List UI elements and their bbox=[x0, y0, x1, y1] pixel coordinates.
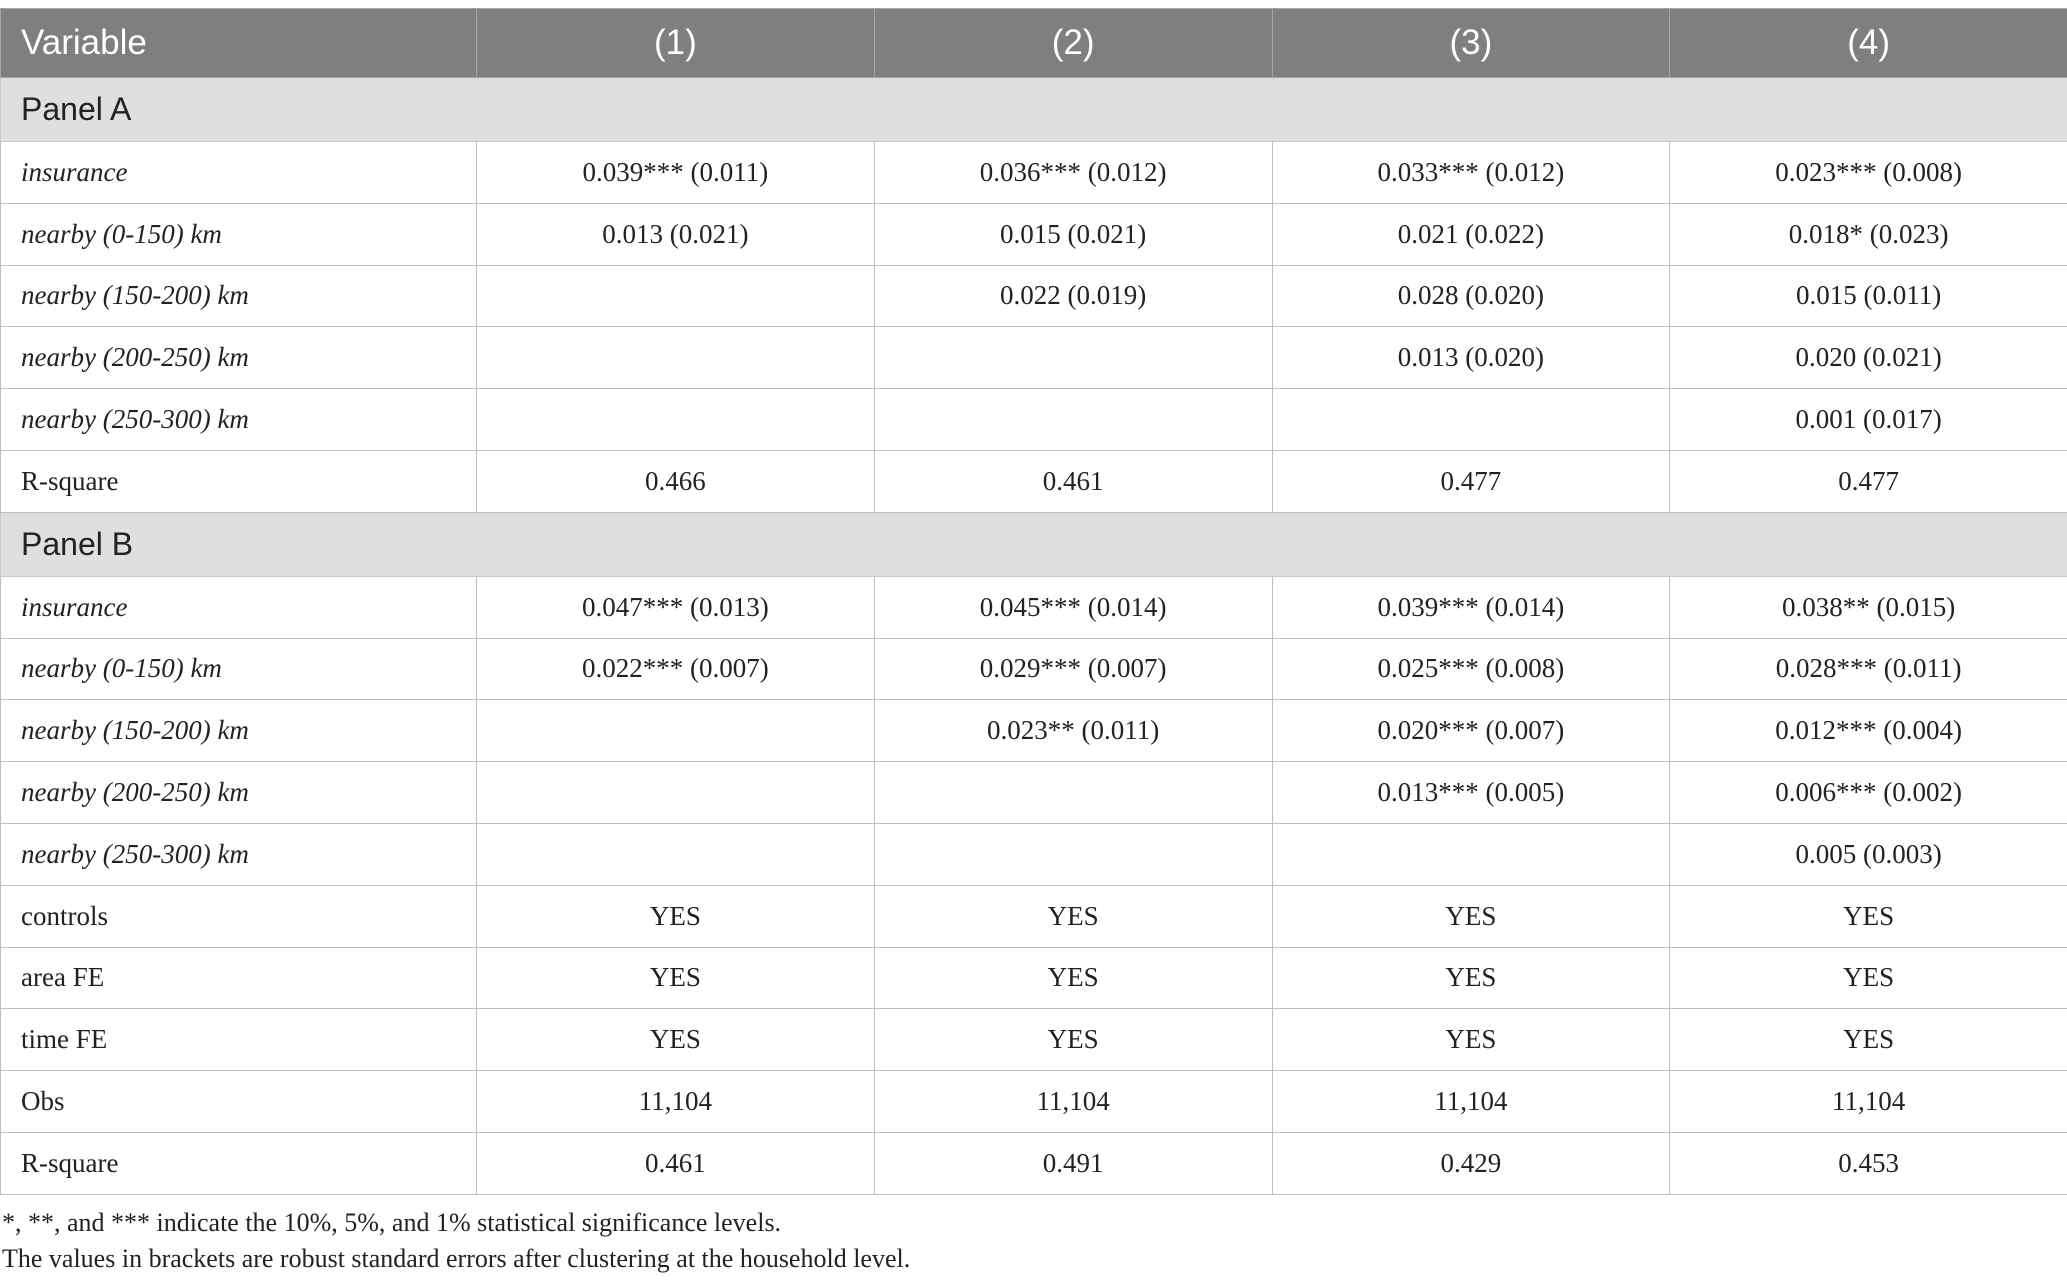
table-cell: 0.038** (0.015) bbox=[1670, 576, 2067, 638]
table-cell: 0.020*** (0.007) bbox=[1272, 700, 1670, 762]
table-row bbox=[1, 762, 2067, 824]
row-label: nearby (250-300) km bbox=[1, 389, 477, 451]
table-cell: 0.028 (0.020) bbox=[1272, 265, 1670, 327]
header-col-4: (4) bbox=[1670, 9, 2067, 78]
table-notes bbox=[0, 1205, 2067, 1277]
table-cell: 0.022*** (0.007) bbox=[477, 638, 875, 700]
row-label: time FE bbox=[1, 1009, 477, 1071]
table-cell: YES bbox=[1272, 1009, 1670, 1071]
panel-header-row bbox=[1, 512, 2067, 576]
panel-title: Panel B bbox=[1, 512, 2067, 576]
table-row bbox=[1, 885, 2067, 947]
table-cell: 0.001 (0.017) bbox=[1670, 389, 2067, 451]
row-label: nearby (150-200) km bbox=[1, 700, 477, 762]
table-row bbox=[1, 700, 2067, 762]
table-cell: YES bbox=[1670, 1009, 2067, 1071]
row-label: nearby (0-150) km bbox=[1, 203, 477, 265]
table-cell: YES bbox=[874, 1009, 1272, 1071]
table-row bbox=[1, 1132, 2067, 1194]
row-label: controls bbox=[1, 885, 477, 947]
table-cell bbox=[477, 327, 875, 389]
table-cell: 0.005 (0.003) bbox=[1670, 823, 2067, 885]
table-cell: 0.023*** (0.008) bbox=[1670, 142, 2067, 204]
table-cell bbox=[874, 823, 1272, 885]
table-row bbox=[1, 327, 2067, 389]
table-cell: 0.045*** (0.014) bbox=[874, 576, 1272, 638]
table-cell bbox=[477, 823, 875, 885]
table-cell bbox=[477, 700, 875, 762]
table-cell: 0.013 (0.021) bbox=[477, 203, 875, 265]
header-col-2: (2) bbox=[874, 9, 1272, 78]
table-cell: 11,104 bbox=[477, 1071, 875, 1133]
note-significance: *, **, and *** indicate the 10%, 5%, and 1% statistical significance levels. bbox=[2, 1207, 782, 1237]
table-cell bbox=[477, 389, 875, 451]
table-row bbox=[1, 389, 2067, 451]
note-standard-errors: The values in brackets are robust standard errors after clustering at the household level. bbox=[2, 1243, 911, 1273]
table-cell: YES bbox=[477, 947, 875, 1009]
table-cell: 0.023** (0.011) bbox=[874, 700, 1272, 762]
table-cell: 0.018* (0.023) bbox=[1670, 203, 2067, 265]
row-label: insurance bbox=[1, 576, 477, 638]
table-row bbox=[1, 823, 2067, 885]
row-label: R-square bbox=[1, 450, 477, 512]
table-cell: 0.466 bbox=[477, 450, 875, 512]
table-cell: 0.039*** (0.011) bbox=[477, 142, 875, 204]
row-label: nearby (200-250) km bbox=[1, 327, 477, 389]
table-cell bbox=[477, 265, 875, 327]
table-cell: 0.028*** (0.011) bbox=[1670, 638, 2067, 700]
regression-table bbox=[0, 8, 2067, 1195]
table-cell bbox=[1272, 389, 1670, 451]
table-cell bbox=[874, 327, 1272, 389]
table-row bbox=[1, 638, 2067, 700]
table-cell: 0.477 bbox=[1670, 450, 2067, 512]
panel-header-row bbox=[1, 78, 2067, 142]
table-cell: 0.033*** (0.012) bbox=[1272, 142, 1670, 204]
table-row bbox=[1, 450, 2067, 512]
table-cell: YES bbox=[874, 885, 1272, 947]
table-cell: 0.025*** (0.008) bbox=[1272, 638, 1670, 700]
table-cell: 0.047*** (0.013) bbox=[477, 576, 875, 638]
table-cell: 0.012*** (0.004) bbox=[1670, 700, 2067, 762]
table-cell: 0.015 (0.021) bbox=[874, 203, 1272, 265]
table-cell: 0.013*** (0.005) bbox=[1272, 762, 1670, 824]
table-cell: 0.006*** (0.002) bbox=[1670, 762, 2067, 824]
table-cell: 0.022 (0.019) bbox=[874, 265, 1272, 327]
row-label: area FE bbox=[1, 947, 477, 1009]
table-cell bbox=[874, 762, 1272, 824]
table-cell: 0.039*** (0.014) bbox=[1272, 576, 1670, 638]
row-label: insurance bbox=[1, 142, 477, 204]
table-cell: YES bbox=[874, 947, 1272, 1009]
table-body bbox=[1, 78, 2067, 1195]
table-cell bbox=[874, 389, 1272, 451]
table-cell: 0.491 bbox=[874, 1132, 1272, 1194]
table-cell: 0.461 bbox=[477, 1132, 875, 1194]
table-row bbox=[1, 1071, 2067, 1133]
row-label: Obs bbox=[1, 1071, 477, 1133]
table-row bbox=[1, 1009, 2067, 1071]
table-row bbox=[1, 142, 2067, 204]
table-cell: YES bbox=[477, 885, 875, 947]
regression-table-container bbox=[0, 8, 2067, 1277]
row-label: nearby (200-250) km bbox=[1, 762, 477, 824]
table-cell: 0.021 (0.022) bbox=[1272, 203, 1670, 265]
table-cell: 0.013 (0.020) bbox=[1272, 327, 1670, 389]
table-cell bbox=[1272, 823, 1670, 885]
table-cell: YES bbox=[1670, 947, 2067, 1009]
table-cell: 0.020 (0.021) bbox=[1670, 327, 2067, 389]
header-col-3: (3) bbox=[1272, 9, 1670, 78]
header-row bbox=[1, 9, 2067, 78]
header-col-1: (1) bbox=[477, 9, 875, 78]
row-label: nearby (150-200) km bbox=[1, 265, 477, 327]
row-label: nearby (0-150) km bbox=[1, 638, 477, 700]
table-cell: 0.036*** (0.012) bbox=[874, 142, 1272, 204]
panel-title: Panel A bbox=[1, 78, 2067, 142]
table-cell: 0.461 bbox=[874, 450, 1272, 512]
table-cell: 0.015 (0.011) bbox=[1670, 265, 2067, 327]
table-row bbox=[1, 265, 2067, 327]
table-row bbox=[1, 576, 2067, 638]
table-cell: YES bbox=[477, 1009, 875, 1071]
row-label: R-square bbox=[1, 1132, 477, 1194]
table-cell: 11,104 bbox=[874, 1071, 1272, 1133]
header-variable: Variable bbox=[1, 9, 477, 78]
table-cell: YES bbox=[1670, 885, 2067, 947]
table-cell: 11,104 bbox=[1670, 1071, 2067, 1133]
table-cell bbox=[477, 762, 875, 824]
table-cell: YES bbox=[1272, 885, 1670, 947]
table-cell: 0.429 bbox=[1272, 1132, 1670, 1194]
table-cell: 0.477 bbox=[1272, 450, 1670, 512]
row-label: nearby (250-300) km bbox=[1, 823, 477, 885]
table-row bbox=[1, 947, 2067, 1009]
table-row bbox=[1, 203, 2067, 265]
table-cell: 11,104 bbox=[1272, 1071, 1670, 1133]
table-cell: 0.453 bbox=[1670, 1132, 2067, 1194]
table-cell: 0.029*** (0.007) bbox=[874, 638, 1272, 700]
table-cell: YES bbox=[1272, 947, 1670, 1009]
